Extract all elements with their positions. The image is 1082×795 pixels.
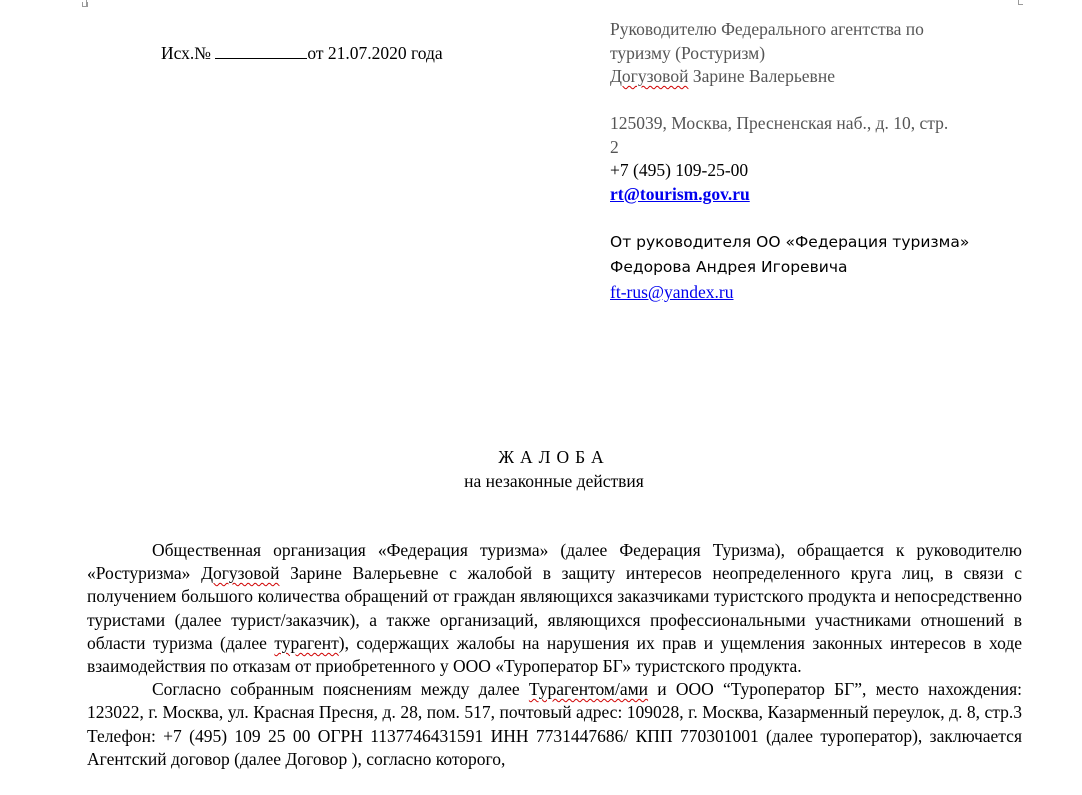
document-body [87,539,1022,771]
recipient-email-link[interactable]: rt@tourism.gov.ru [610,183,750,204]
body-text-run: и ООО “Туроператор БГ”, место нахождения: 123022, г. Москва, ул. Красная Пресня, д. 28, пом. 517, почтовый адрес: 109028, г. Москва, Казарменный переулок, д. 8, стр.3 Телефон: +7 (495) 109 25 00 ОГРН 1137746431591 ИНН 7731447686/ КПП 770301001 (далее туроператор), заключается Агентский договор (далее Договор ), согласно которого, [87,679,1022,769]
reference-prefix: Исх.№ [161,43,216,63]
recipient-surname: Догузовой [610,66,689,86]
misspelled-word: Турагентом/ами [528,679,649,700]
recipient-agency-line: туризму (Ростуризм) [610,42,766,63]
margin-corner-mark [1018,0,1023,5]
document-title: ЖАЛОБА [498,447,610,467]
document-subtitle: на незаконные действия [464,470,644,491]
outgoing-reference [161,43,443,64]
recipient-phone: +7 (495) 109-25-00 [610,160,749,180]
body-text-run: Общественная организация «Федерация туризма» (далее Федерация Туризма), обращается к руководителю «Ростуризма» [87,540,1022,584]
body-paragraph [87,539,1022,678]
body-text-run: ), содержащих жалобы на нарушения их прав и ущемления законных интересов в ходе взаимодействия по отказам от приобретенного у ООО «Туроператор БГ» туристского продукта. [87,632,1023,677]
reference-number-blank [215,44,307,59]
body-text-run: Зарине Валерьевне с жалобой в защиту интересов неопределенного круга лиц, в связи с получением большого количества обращений от граждан являющихся заказчиками туристского продукта и непосредственно туристами (далее турист/заказчик), а также организаций, являющихся профессиональными участниками отношений в области туризма (далее [87,563,1022,653]
sender-email-link[interactable]: ft-rus@yandex.ru [610,282,734,302]
recipient-title-line: Руководителю Федерального агентства по [610,19,924,39]
recipient-address-building: 2 [610,136,619,157]
sender-name: Федорова Андрея Игоревича [610,258,848,276]
margin-corner-mark [82,2,88,7]
body-paragraph [87,678,1022,771]
misspelled-word: Догузовой [201,563,280,584]
recipient-given-names: Зарине Валерьевне [688,66,835,86]
reference-date: от 21.07.2020 года [307,43,443,63]
misspelled-word: турагент [274,632,339,653]
recipient-block [610,18,1010,206]
sender-title-line: От руководителя ОО «Федерация туризма» [610,233,970,251]
sender-block [610,230,1030,305]
document-title-block [0,446,1082,493]
body-text-run: Согласно собранным пояснениям между далее [152,679,529,700]
recipient-name [610,65,1010,89]
recipient-address-line: 125039, Москва, Пресненская наб., д. 10, стр. [610,113,949,133]
